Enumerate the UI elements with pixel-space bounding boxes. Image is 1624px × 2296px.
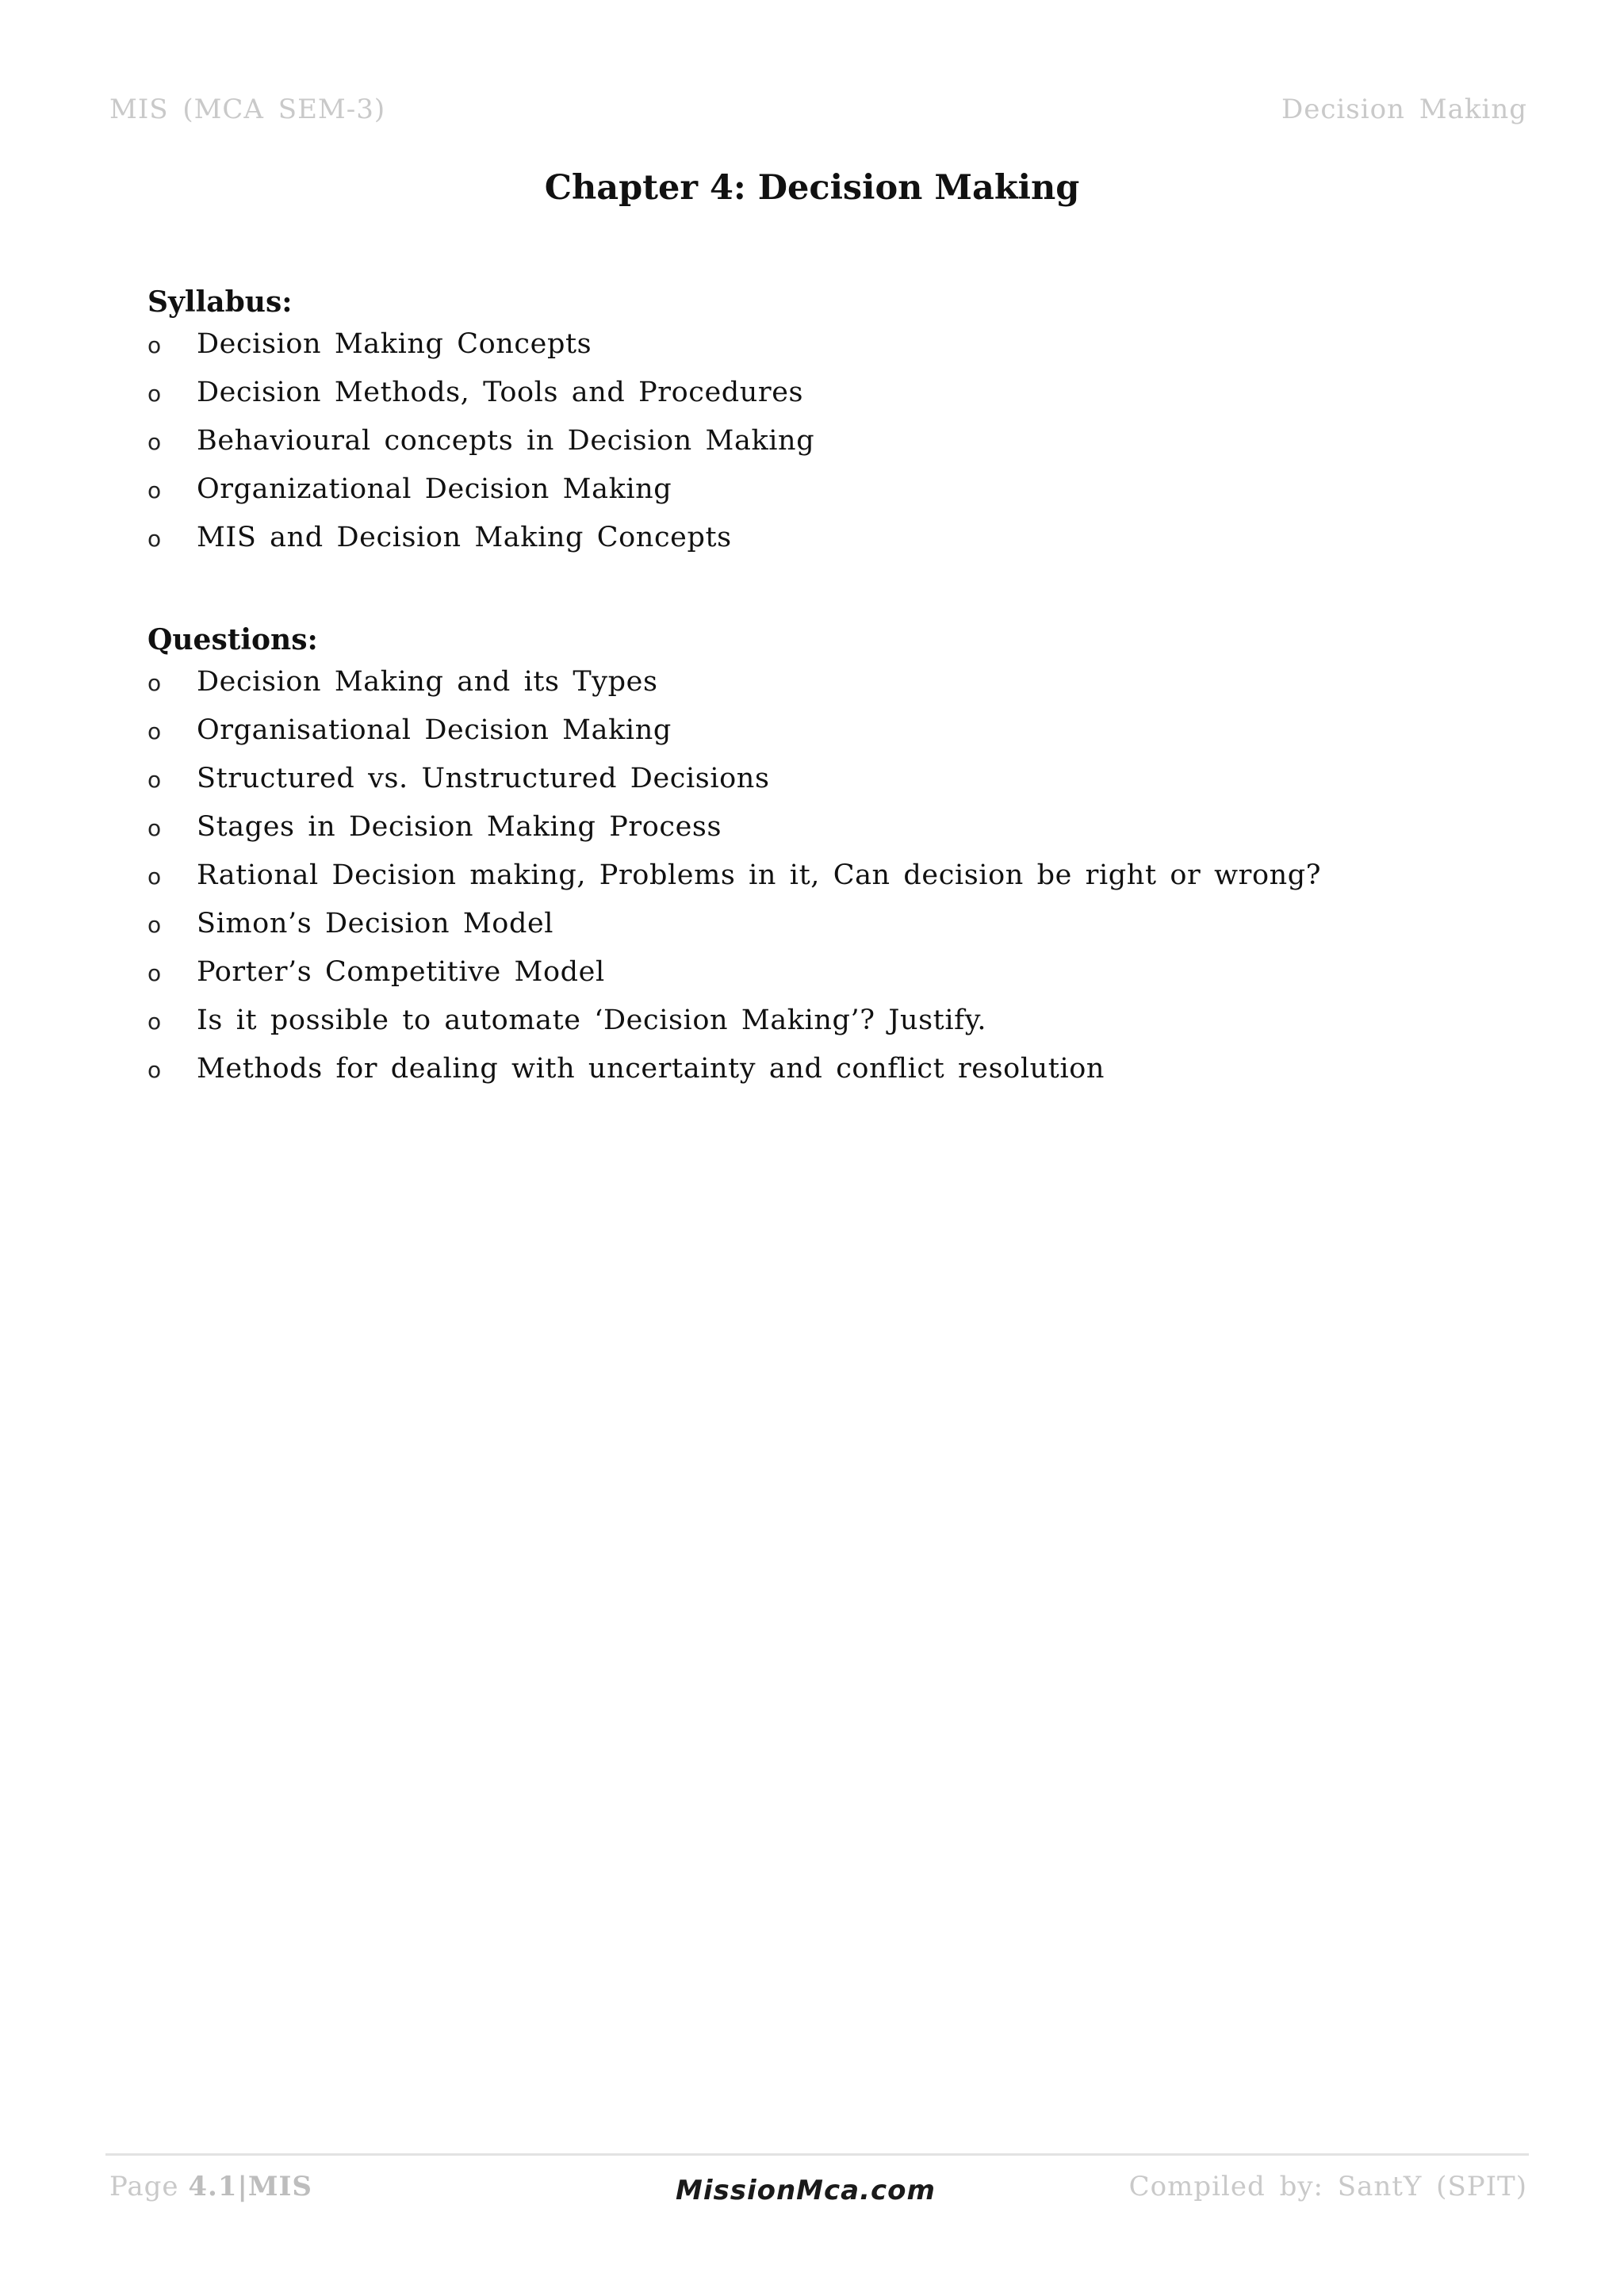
footer-compiled-by: Compiled by: SantY (SPIT) [1128, 2171, 1527, 2202]
list-item [147, 763, 1496, 811]
page-footer [109, 2164, 1527, 2212]
list-item [147, 1004, 1496, 1053]
list-item [147, 377, 1496, 425]
bullet-marker: o [147, 670, 162, 696]
logo-text: MissionMca.com [676, 2175, 936, 2206]
footer-page-number: 4.1 [188, 2171, 238, 2202]
list-item [147, 522, 1496, 570]
list-item-text: Is it possible to automate ‘Decision Making’? Justify. [197, 1004, 987, 1036]
list-item-text: Porter’s Competitive Model [197, 956, 605, 988]
list-item-text: Stages in Decision Making Process [197, 811, 722, 843]
list-item-text: Simon’s Decision Model [197, 908, 554, 939]
footer-page-info [109, 2171, 312, 2202]
bullet-marker: o [147, 863, 162, 890]
list-item [147, 908, 1496, 956]
bullet-marker: o [147, 912, 162, 938]
questions-section [147, 620, 1496, 1101]
list-item-text: Decision Making and its Types [197, 666, 658, 698]
bullet-marker: o [147, 526, 162, 552]
bullet-marker: o [147, 429, 162, 455]
syllabus-section [147, 282, 1496, 570]
header-course: MIS (MCA SEM-3) [109, 94, 386, 125]
bullet-marker: o [147, 960, 162, 986]
list-item-text: Organisational Decision Making [197, 714, 672, 746]
bullet-marker: o [147, 332, 162, 358]
list-item-text: Methods for dealing with uncertainty and conflict resolution [197, 1053, 1105, 1085]
footer-subject: MIS [247, 2171, 312, 2202]
questions-heading: Questions: [147, 623, 318, 656]
bullet-marker: o [147, 767, 162, 793]
running-header [109, 94, 1527, 125]
list-item [147, 1053, 1496, 1101]
syllabus-heading: Syllabus: [147, 285, 293, 319]
syllabus-list [147, 328, 1496, 570]
missionmca-logo [672, 2164, 936, 2219]
list-item [147, 425, 1496, 473]
footer-separator: | [237, 2171, 248, 2202]
list-item [147, 473, 1496, 522]
bullet-marker: o [147, 477, 162, 503]
list-item-text: Decision Methods, Tools and Procedures [197, 377, 804, 408]
list-item [147, 956, 1496, 1004]
list-item-text: Behavioural concepts in Decision Making [197, 425, 815, 457]
list-item [147, 666, 1496, 714]
header-topic: Decision Making [1281, 94, 1527, 125]
list-item-text: Structured vs. Unstructured Decisions [197, 763, 770, 794]
list-item-text: Rational Decision making, Problems in it, Can decision be right or wrong? [197, 859, 1322, 891]
questions-list [147, 666, 1496, 1101]
bullet-marker: o [147, 718, 162, 744]
missionmca-logo-graphic [672, 2164, 936, 2212]
list-item-text: Decision Making Concepts [197, 328, 592, 360]
list-item-text: Organizational Decision Making [197, 473, 672, 505]
list-item-text: MIS and Decision Making Concepts [197, 522, 732, 553]
bullet-marker: o [147, 381, 162, 407]
bullet-marker: o [147, 1057, 162, 1083]
chapter-title: Chapter 4: Decision Making [544, 168, 1080, 208]
list-item [147, 811, 1496, 859]
footer-page-prefix: Page [109, 2171, 189, 2202]
footer-divider [105, 2153, 1529, 2156]
list-item [147, 328, 1496, 377]
bullet-marker: o [147, 815, 162, 841]
list-item [147, 714, 1496, 763]
list-item [147, 859, 1496, 908]
bullet-marker: o [147, 1008, 162, 1035]
